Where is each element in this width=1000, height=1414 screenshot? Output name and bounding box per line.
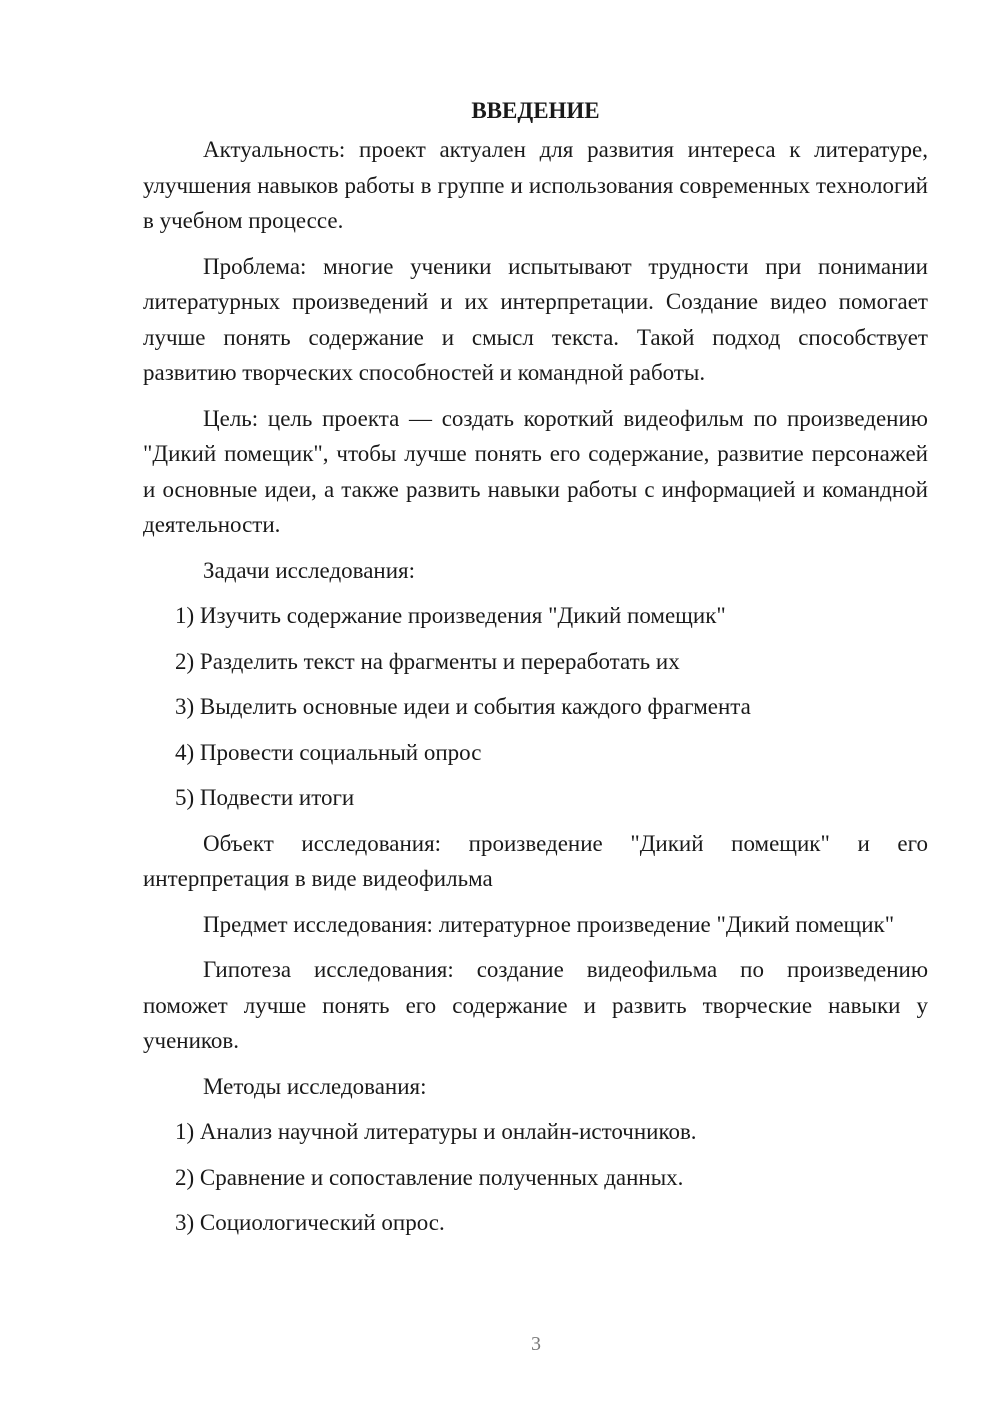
subject-paragraph: Предмет исследования: литературное произведение "Дикий помещик"	[203, 911, 895, 937]
tasks-list	[143, 598, 928, 816]
hypothesis-paragraph: Гипотеза исследования: создание видеофильма по произведению поможет лучше понять его содержание и развить творческие навыки у учеников.	[143, 957, 928, 1053]
list-item: 1) Анализ научной литературы и онлайн-источников.	[175, 1119, 697, 1144]
list-item: 3) Выделить основные идеи и события каждого фрагмента	[175, 694, 751, 719]
object-paragraph: Объект исследования: произведение "Дикий помещик" и его интерпретация в виде видеофильма	[143, 830, 928, 891]
methods-list	[143, 1114, 928, 1241]
goal-paragraph: Цель: цель проекта — создать короткий видеофильм по произведению "Дикий помещик", чтобы лучше понять его содержание, развитие персонажей и основные идеи, а также развить навыки работы с информацией и командной деятельности.	[143, 405, 928, 537]
list-item: 2) Разделить текст на фрагменты и переработать их	[175, 648, 680, 674]
relevance-paragraph: Актуальность: проект актуален для развития интереса к литературе, улучшения навыков работы в группе и использования современных технологий в учебном процессе.	[143, 137, 928, 233]
list-item: 4) Провести социальный опрос	[175, 739, 482, 765]
page-number: 3	[531, 1333, 541, 1355]
methods-heading: Методы исследования:	[203, 1073, 427, 1099]
document-page	[143, 93, 928, 1251]
list-item: 2) Сравнение и сопоставление полученных данных.	[175, 1164, 684, 1190]
list-item: 5) Подвести итоги	[175, 785, 355, 810]
problem-paragraph: Проблема: многие ученики испытывают трудности при понимании литературных произведений и их интерпретации. Создание видео помогает лучше понять содержание и смысл текста. Такой подход способствует развитию творческих способностей и командной работы.	[143, 253, 928, 385]
section-title: ВВЕДЕНИЕ	[471, 98, 600, 123]
list-item: 1) Изучить содержание произведения "Дикий помещик"	[175, 603, 726, 628]
tasks-heading: Задачи исследования:	[203, 557, 416, 583]
list-item: 3) Социологический опрос.	[175, 1210, 445, 1235]
